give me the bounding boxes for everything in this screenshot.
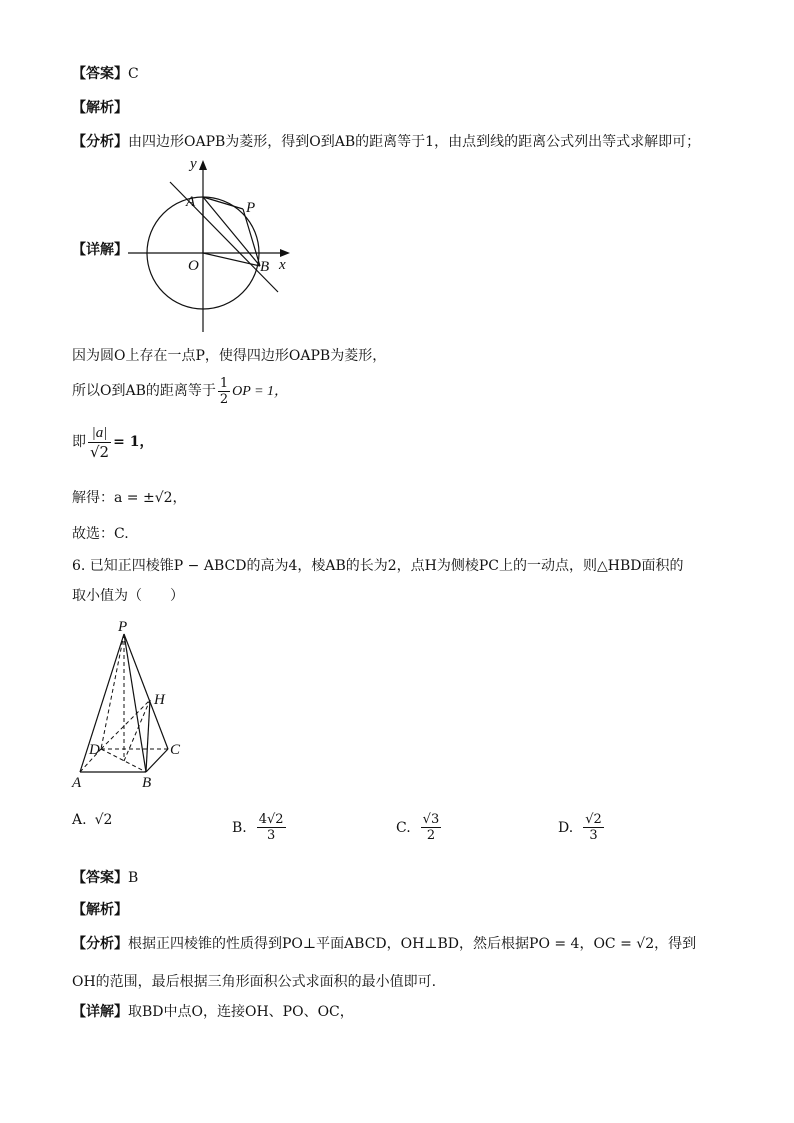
label-x: x bbox=[279, 257, 286, 273]
analysis-heading-2: 【解析】 bbox=[72, 902, 128, 918]
option-a[interactable]: A. √2 bbox=[72, 812, 113, 828]
label-h: H bbox=[154, 692, 165, 708]
step-2: 所以O到AB的距离等于 $\frac{1}{2}$ OP = 1， bbox=[72, 375, 289, 407]
answer-tag: 【答案】 bbox=[72, 66, 128, 82]
label-p: P bbox=[246, 200, 256, 216]
fraction-one-half: $\frac{1}{2}$ bbox=[219, 375, 229, 407]
label-y: y bbox=[190, 156, 197, 172]
fraction-abs-a: $\frac{|a|}{√2}$ bbox=[90, 424, 110, 461]
fenxi-text: 由四边形OAPB为菱形，得到O到AB的距离等于1，由点到线的距离公式列出等式求解即可； bbox=[128, 134, 701, 150]
detail-line-2: 【详解】取BD中点O，连接OH、PO、OC， bbox=[72, 1004, 354, 1020]
label-c: C bbox=[170, 742, 181, 758]
question-6-line-2: 取小值为（ ） bbox=[72, 588, 184, 604]
step-4: 解得：a = ±√2， bbox=[72, 490, 187, 506]
fenxi-line-1 bbox=[72, 132, 700, 152]
fenxi-line-2b: OH的范围，最后根据三角形面积公式求面积的最小值即可. bbox=[72, 974, 437, 990]
x-axis-arrow-icon bbox=[280, 249, 290, 257]
step-1: 因为圆O上存在一点P，使得四边形OAPB为菱形， bbox=[72, 348, 387, 364]
option-b[interactable]: B. $\frac{4√2}{3}$ bbox=[232, 812, 284, 843]
option-d[interactable]: D. $\frac{√2}{3}$ bbox=[558, 812, 602, 843]
detail-heading-1: 【详解】 bbox=[72, 242, 128, 258]
label-b2: B bbox=[142, 775, 152, 791]
label-d: D bbox=[89, 742, 100, 758]
label-o: O bbox=[188, 258, 199, 274]
label-p2: P bbox=[118, 619, 128, 635]
analysis-heading-1: 【解析】 bbox=[72, 100, 128, 116]
fenxi-tag: 【分析】 bbox=[72, 134, 128, 150]
answer-line-1 bbox=[72, 64, 139, 84]
step-3: 即 $\frac{|a|}{√2}$ = 1， bbox=[72, 424, 154, 461]
label-a2: A bbox=[72, 775, 82, 791]
option-c[interactable]: C. $\frac{√3}{2}$ bbox=[396, 812, 440, 843]
option-a-value: √2 bbox=[94, 812, 113, 828]
step-5: 故选：C. bbox=[72, 526, 129, 542]
answer-value: C bbox=[128, 66, 139, 82]
y-axis-arrow-icon bbox=[199, 160, 207, 170]
fenxi-line-2: 【分析】根据正四棱锥的性质得到PO⊥平面ABCD，OH⊥BD，然后根据PO = 4，OC = √2，得到 bbox=[72, 936, 697, 952]
question-6-line-1: 6. 已知正四棱锥P − ABCD的高为4，棱AB的长为2，点H为侧棱PC上的一动点，则△HBD面积的 bbox=[72, 558, 684, 574]
pyramid-figure bbox=[68, 616, 198, 792]
answer-line-2: 【答案】B bbox=[72, 870, 139, 886]
label-a: A bbox=[186, 194, 196, 210]
label-b: B bbox=[260, 259, 270, 275]
circle-figure bbox=[120, 152, 305, 337]
